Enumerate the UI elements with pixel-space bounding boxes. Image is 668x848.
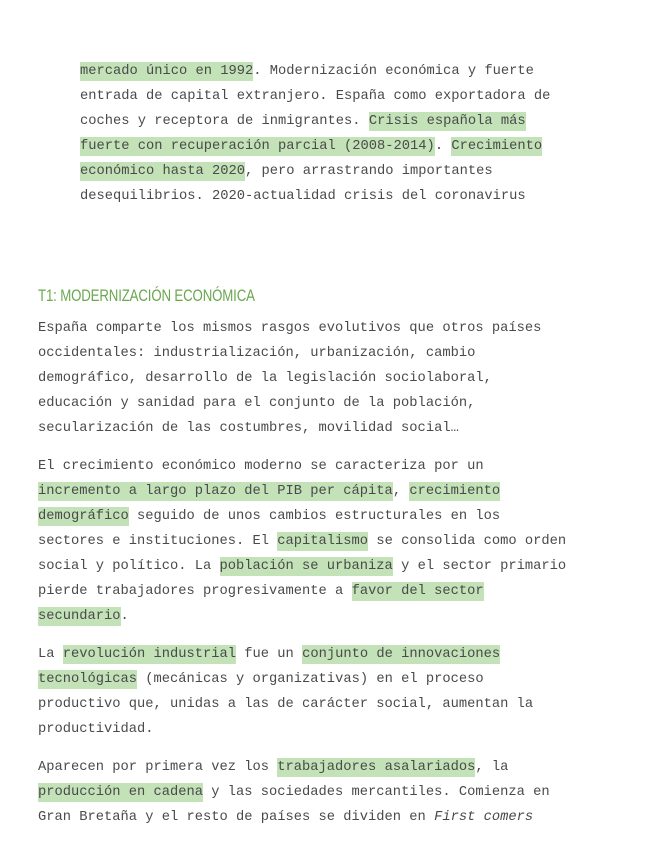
text-segment: demográfico, desarrollo de la legislación sociolaboral, — [38, 371, 492, 386]
paragraph-crecimiento-economico — [38, 454, 566, 629]
text-line — [80, 59, 550, 84]
text-line — [38, 579, 566, 604]
text-segment: y el sector primario — [392, 559, 567, 574]
text-segment: productivo que, unidas a las de carácter social, aumentan la — [38, 697, 534, 712]
text-line — [80, 184, 550, 209]
text-line — [80, 134, 550, 159]
text-segment: La — [38, 647, 63, 662]
highlighted-text: crecimiento — [409, 484, 501, 499]
text-segment: Aparecen por primera vez los — [38, 760, 278, 775]
text-line — [38, 454, 566, 479]
text-line — [80, 84, 550, 109]
text-line — [38, 316, 541, 341]
highlighted-text: Crisis española más — [368, 114, 526, 129]
text-line — [38, 341, 541, 366]
highlighted-text: tecnológicas — [38, 672, 138, 687]
text-line — [38, 504, 566, 529]
highlighted-text: producción en cadena — [38, 785, 204, 800]
text-segment: Gran Bretaña y el resto de países se dividen en — [38, 810, 435, 825]
text-segment: y las sociedades mercantiles. Comienza en — [203, 785, 550, 800]
text-line — [80, 109, 550, 134]
text-line — [80, 159, 550, 184]
italic-text: First comers — [434, 810, 534, 825]
paragraph-trabajadores — [38, 755, 550, 830]
text-line — [38, 604, 566, 629]
text-segment: , pero arrastrando importantes — [245, 164, 493, 179]
text-line — [38, 780, 550, 805]
highlighted-text: Crecimiento — [451, 139, 543, 154]
highlighted-text: fuerte con recuperación parcial (2008-2014) — [80, 139, 435, 154]
text-segment: desequilibrios. 2020-actualidad crisis del coronavirus — [80, 189, 526, 204]
highlighted-text: capitalismo — [277, 534, 369, 549]
text-line — [38, 479, 566, 504]
text-segment: occidentales: industrialización, urbanización, cambio — [38, 346, 476, 361]
paragraph-rasgos-evolutivos — [38, 316, 541, 441]
highlighted-text: trabajadores asalariados — [277, 760, 476, 775]
text-segment: , la — [475, 760, 509, 775]
text-segment: pierde trabajadores progresivamente a — [38, 584, 352, 599]
highlighted-text: mercado único en 1992 — [80, 64, 254, 79]
text-segment: se consolida como orden — [368, 534, 567, 549]
text-line — [38, 554, 566, 579]
text-segment: coches y receptora de inmigrantes. — [80, 114, 369, 129]
text-segment: El crecimiento económico moderno se caracteriza por un — [38, 459, 484, 474]
text-line — [38, 642, 533, 667]
text-line — [38, 529, 566, 554]
text-segment: productividad. — [38, 722, 154, 737]
text-line — [38, 717, 533, 742]
text-segment: . — [120, 609, 129, 624]
highlighted-text: incremento a largo plazo del PIB per cápita — [38, 484, 393, 499]
text-segment: fue un — [236, 647, 303, 662]
text-line — [38, 755, 550, 780]
text-line — [38, 366, 541, 391]
section-heading: T1: MODERNIZACIÓN ECONÓMICA — [38, 286, 255, 305]
highlighted-text: demográfico — [38, 509, 129, 524]
text-line — [38, 391, 541, 416]
text-segment: social y político. La — [38, 559, 220, 574]
text-segment: (mecánicas y organizativas) en el proceso — [137, 672, 484, 687]
text-segment: secularización de las costumbres, movilidad social… — [38, 421, 459, 436]
text-line — [38, 692, 533, 717]
highlighted-text: conjunto de innovaciones — [302, 647, 501, 662]
text-segment: España comparte los mismos rasgos evolutivos que otros países — [38, 321, 542, 336]
highlighted-text: secundario — [38, 609, 121, 624]
text-segment: . — [434, 139, 452, 154]
text-segment: seguido de unos cambios estructurales en los — [128, 509, 501, 524]
text-segment: . Modernización económica y fuerte — [253, 64, 534, 79]
text-segment: educación y sanidad para el conjunto de la población, — [38, 396, 476, 411]
text-segment: , — [392, 484, 410, 499]
highlighted-text: población se urbaniza — [219, 559, 393, 574]
highlighted-text: favor del sector — [351, 584, 484, 599]
text-line — [38, 667, 533, 692]
text-line — [38, 416, 541, 441]
highlighted-text: económico hasta 2020 — [80, 164, 246, 179]
highlighted-text: revolución industrial — [62, 647, 237, 662]
text-segment: sectores e instituciones. El — [38, 534, 278, 549]
text-line — [38, 805, 550, 830]
paragraph-revolucion-industrial — [38, 642, 533, 742]
paragraph-continuation — [80, 59, 550, 209]
text-segment: entrada de capital extranjero. España como exportadora de — [80, 89, 551, 104]
